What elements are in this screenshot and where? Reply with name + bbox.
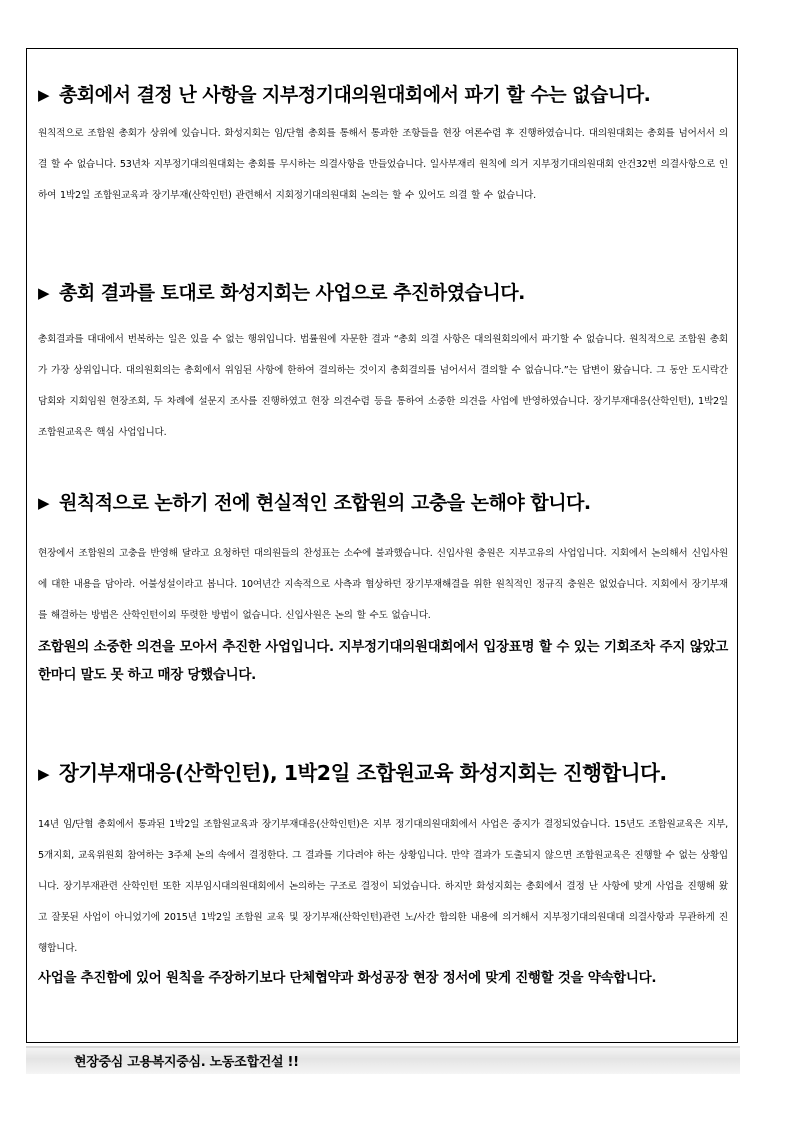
section-4 [38, 760, 728, 992]
section-1 [38, 82, 728, 211]
triangle-bullet-icon: ▶ [38, 284, 50, 302]
section-3-body: 현장에서 조합원의 고충을 반영해 달라고 요청하던 대의원들의 찬성표는 소수에 불과했습니다. 신입사원 충원은 지부고유의 사업입니다. 지회에서 논의해서 신입사원에 대한 내용을 담아라. 어불성설이라고 봅니다. 10여년간 지속적으로 사측과 협상하던 장기부재해결을 위한 원칙적인 정규직 충원은 없었습니다. 지회에서 장기부재를 해결하는 방법은 산학인턴이외 뚜렷한 방법이 없습니다. 신입사원은 논의 할 수도 없습니다. [38, 548, 728, 621]
section-2 [38, 280, 728, 448]
triangle-bullet-icon: ▶ [38, 765, 50, 783]
section-1-heading [38, 82, 728, 108]
triangle-bullet-icon: ▶ [38, 494, 50, 512]
section-3-heading-text: 원칙적으로 논하기 전에 현실적인 조합원의 고충을 논해야 합니다. [59, 492, 591, 514]
footer-slogan: 현장중심 고용복지중심. 노동조합건설 !! [74, 1055, 299, 1070]
section-2-body: 총회결과를 대대에서 번복하는 일은 있을 수 없는 행위입니다. 법률원에 자문한 결과 “총회 의결 사항은 대의원회의에서 파기할 수 없습니다. 원칙적으로 조합원 총회가 가장 상위입니다. 대의원회의는 총회에서 위임된 사항에 한하여 결의하는 것이지 총회결의를 넘어서서 결의할 수 없습니다.”는 답변이 왔습니다. 그 동안 도시락간담회와 지회임원 현장조회, 두 차례에 설문지 조사를 진행하였고 현장 의견수렴 등을 통하여 소중한 의견을 사업에 반영하였습니다. 장기부재대응(산학인턴), 1박2일 조합원교육은 핵심 사업입니다. [38, 334, 728, 438]
section-2-heading [38, 280, 728, 306]
section-1-heading-text: 총회에서 결정 난 사항을 지부정기대의원대회에서 파기 할 수는 없습니다. [59, 84, 651, 106]
section-4-heading [38, 760, 728, 787]
section-3-heading [38, 490, 728, 516]
section-3-note: 조합원의 소중한 의견을 모아서 추진한 사업입니다. 지부정기대의원대회에서 입장표명 할 수 있는 기회조차 주지 않았고 한마디 말도 못 하고 매장 당했습니다. [38, 639, 728, 683]
section-1-body: 원칙적으로 조합원 총회가 상위에 있습니다. 화성지회는 임/단협 총회를 통해서 통과한 조항들을 현장 여론수렴 후 진행하였습니다. 대의원대회는 총회를 넘어서서 의결 할 수 없습니다. 53년차 지부정기대의원대회는 총회를 무시하는 의결사항을 만들었습니다. 일사부재리 원칙에 의거 지부정기대의원대회 안건32번 의결사항으로 인하여 1박2일 조합원교육과 장기부재(산학인턴) 관련해서 지회정기대의원대회 논의는 할 수 있어도 의결 할 수 없습니다. [38, 128, 728, 201]
triangle-bullet-icon: ▶ [38, 86, 50, 104]
section-2-heading-text: 총회 결과를 토대로 화성지회는 사업으로 추진하였습니다. [59, 282, 525, 304]
section-4-heading-text: 장기부재대응(산학인턴), 1박2일 조합원교육 화성지회는 진행합니다. [59, 761, 667, 785]
section-4-note: 사업을 추진함에 있어 원칙을 주장하기보다 단체협약과 화성공장 현장 정서에 맞게 진행할 것을 약속합니다. [38, 970, 657, 986]
section-4-body: 14년 임/단협 총회에서 통과된 1박2일 조합원교육과 장기부재대응(산학인턴)은 지부 정기대의원대회에서 사업은 중지가 결정되었습니다. 15년도 조합원교육은 지부, 5개지회, 교육위원회 참여하는 3주체 논의 속에서 결정한다. 그 결과를 기다려야 하는 상황입니다. 만약 결과가 도출되지 않으면 조합원교육은 진행할 수 없는 상황입니다. 장기부재관련 산학인턴 또한 지부임시대의원대회에서 논의하는 구조로 결정이 되었습니다. 하지만 화성지회는 총회에서 결정 난 사항에 맞게 사업을 진행해 왔고 잘못된 사업이 아니었기에 2015년 1박2일 조합원 교육 및 장기부재(산학인턴)관련 노/사간 합의한 내용에 의거해서 지부정기대의원대대 의결사항과 무관하게 진행합니다. [38, 819, 728, 954]
footer-divider [26, 1046, 740, 1048]
footer-bar [26, 1046, 740, 1074]
section-3 [38, 490, 728, 689]
